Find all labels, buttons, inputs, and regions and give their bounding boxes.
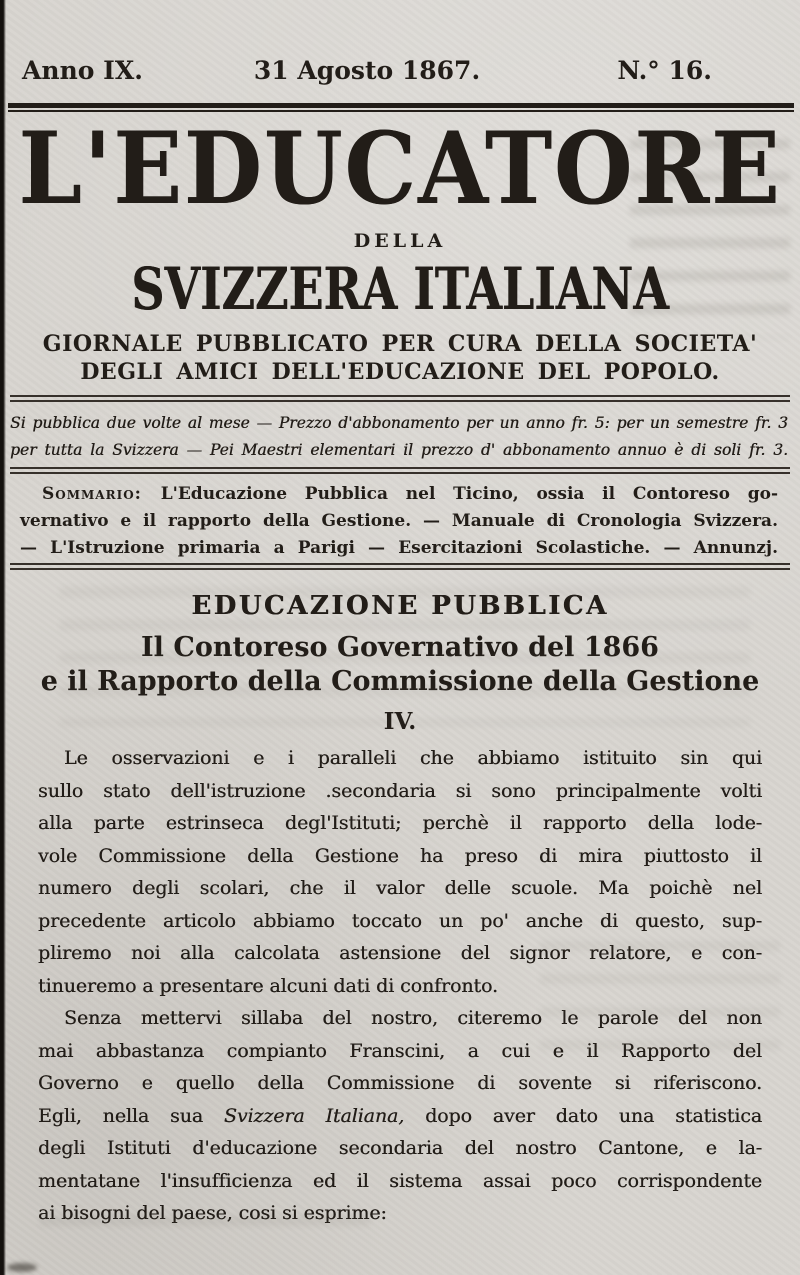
text-line: — L'Istruzione primaria a Parigi — Esercitazioni Scolastiche. — Annunzj. [20, 538, 778, 558]
text-line: numero degli scolari, che il valor delle scuole. Ma poichè nel [38, 877, 762, 899]
volume-label: Anno IX. [22, 56, 143, 85]
text-line: vole Commissione della Gestione ha preso di mira piuttosto il [38, 844, 762, 867]
separator-rule [10, 395, 790, 402]
issue-header [22, 56, 712, 86]
part-number: IV. [383, 708, 417, 735]
text-line: Senza mettervi sillaba del nostro, citeremo le parole del non [64, 1007, 762, 1029]
article-body [38, 742, 762, 1230]
text-line: mentatane l'insufficienza ed il sistema assai poco corrispondente [38, 1169, 762, 1192]
article-title-line-2: e il Rapporto della Commissione della Gestione [40, 666, 760, 697]
text-line: vernativo e il rapporto della Gestione. — Manuale di Cronologia Svizzera. [20, 511, 778, 531]
text-line: Si pubblica due volte al mese — Prezzo d'abbonamento per un anno fr. 5: per un semestre fr. 3 [10, 414, 788, 432]
text-line: sullo stato dell'istruzione .secondaria si sono principalmente volti [38, 779, 762, 802]
masthead-region: SVIZZERA ITALIANA [131, 253, 669, 323]
body-paragraph-2 [38, 1002, 762, 1230]
text-line: Egli, nella sua Svizzera Italiana, dopo aver dato una statistica [38, 1104, 762, 1127]
body-paragraph-1 [38, 742, 762, 1002]
subscription-note [10, 410, 788, 464]
text-line: precedente articolo abbiamo toccato un po' anche di questo, sup- [38, 909, 762, 932]
text-line: alla parte estrinseca degl'Istituti; perchè il rapporto della lode- [38, 812, 762, 834]
section-heading: EDUCAZIONE PUBBLICA [191, 591, 609, 621]
text-line: Sommario: L'Educazione Pubblica nel Ticino, ossia il Contoreso go- [42, 484, 778, 504]
separator-rule [10, 467, 790, 474]
text-line: pliremo noi alla calcolata astensione del signor relatore, e con- [38, 942, 762, 964]
text-line: per tutta la Svizzera — Pei Maestri elementari il prezzo d' abbonamento annuo è di soli fr. 3. [10, 441, 788, 459]
separator-rule [10, 563, 790, 570]
issue-number-label: N.° 16. [617, 56, 712, 85]
date-label: 31 Agosto 1867. [253, 56, 481, 85]
masthead-subtitle-line-2: DEGLI AMICI DELL'EDUCAZIONE DEL POPOLO. [80, 359, 720, 385]
text-line: ai bisogni del paese, cosi si esprime: [38, 1202, 387, 1224]
masthead-title: L'EDUCATORE [18, 110, 782, 228]
text-line: tinueremo a presentare alcuni dati di confronto. [38, 974, 498, 997]
summary-paragraph [20, 481, 778, 562]
text-line: degli Istituti d'educazione secondaria del nostro Cantone, e la- [38, 1137, 762, 1159]
text-line: mai abbastanza compianto Franscini, a cui e il Rapporto del [38, 1039, 762, 1062]
masthead-della: DELLA [353, 230, 447, 252]
text-line: Le osservazioni e i paralleli che abbiamo istituito sin qui [64, 747, 762, 769]
scan-corner-mark [7, 1263, 37, 1272]
article-title-line-1: Il Contoreso Governativo del 1866 [141, 632, 659, 663]
masthead-subtitle-line-1: GIORNALE PUBBLICATO PER CURA DELLA SOCIETA' [42, 331, 758, 357]
text-line: Governo e quello della Commissione di sovente si riferiscono. [38, 1072, 762, 1094]
